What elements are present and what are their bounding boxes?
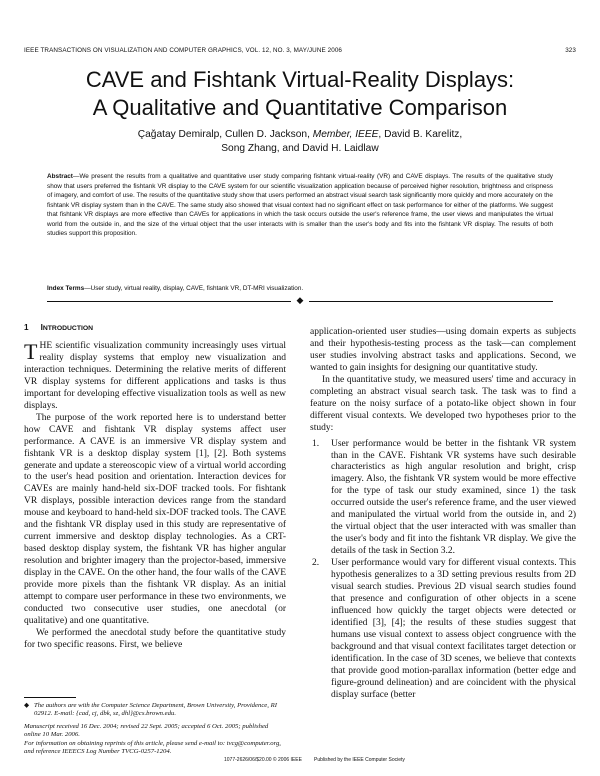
hypotheses-list <box>310 439 576 702</box>
index-terms-text: —User study, virtual reality, display, CAVE, fishtank VR, DT-MRI visualization. <box>84 285 304 292</box>
left-column <box>24 341 286 652</box>
col2-paragraph-1: application-oriented user studies—using domain experts as subjects and their hypothesis-testing process as the task—can complement user studies involving abstract tasks and applications. Second, we wanted to gain insights for designing our quantitative study. <box>310 327 576 373</box>
separator-rule-right <box>309 301 553 302</box>
title-line-2: A Qualitative and Quantitative Comparison <box>92 95 508 120</box>
index-terms <box>47 284 553 293</box>
intro-paragraph-2: The purpose of the work reported here is to understand better how CAVE and fishtank VR display systems affect user performance. A CAVE is an immersive VR display system and fishtank VR is a desktop display system [1], [2]. Both systems generate and update a stereoscopic view of a virtual world according to the user's head position and orientation. Interaction devices for CAVEs are mainly hand-held six-DOF tracked tools. For fishtank VR displays, possible interaction devices range from the standard mouse and keyboard to hand-held six-DOF tracked tools. The CAVE and the fishtank VR display used in this study are representative of current immersive and desktop display technologies. As a CRT-based desktop display system, the fishtank VR has higher angular resolution and brighter imagery than the projector-based, immersive display in the CAVE. On the other hand, the four walls of the CAVE provide more pixels than the fishtank VR display. As an initial attempt to compare user performance in these two environments, we conducted two consecutive user studies, one anecdotal (or qualitative) and one quantitative. <box>24 412 286 626</box>
abstract <box>47 172 553 239</box>
col2-paragraph-2: In the quantitative study, we measured users' time and accuracy in completing an abstract visual search task. The task was to find a feature on the noisy surface of a potato-like object shown in four different visual contexts. We developed two hypotheses prior to the study: <box>310 374 576 433</box>
title-line-1: CAVE and Fishtank Virtual-Reality Displays: <box>85 67 515 92</box>
footnote-reprints: For information on obtaining reprints of this article, please send e-mail to: tvcg@computer.org, and reference IEEECS Log Number TVCG-0257-1204. <box>24 739 281 756</box>
drop-cap: T <box>24 339 38 364</box>
running-header <box>24 47 576 59</box>
footnote-bullet-icon: ◆ <box>24 702 30 709</box>
abstract-label: Abstract <box>47 173 73 180</box>
page-number: 323 <box>565 47 576 54</box>
authors-part-b: , David B. Karelitz, <box>378 129 463 140</box>
author-line-1 <box>60 128 540 142</box>
intro-paragraph-1-text: scientific visualization community increasingly uses virtual reality display systems that employ new visualization and interaction techniques. Determining the relative merits of different VR display systems for different applications and tasks is thus important for developing effective visualization tools as well as new displays. <box>24 341 286 411</box>
section-separator <box>47 295 553 305</box>
hypothesis-number: 1. <box>312 438 320 449</box>
section-heading <box>24 323 93 332</box>
hypothesis-text: User performance would vary for different visual contexts. This hypothesis generalizes to a 3D setting previous results from 2D visual search studies. Previous 2D visual search studies found that presence and configuration of other objects in a scene influenced how quickly the target objects were detected or identified [3], [4]; the results of these studies suggest that humans use visual context to assess object congruence with the background and that visual context facilitates target detection or identification. In the case of 3D scenes, we believe that contexts that provide good motion-parallax information (better edge and figure-ground delineation) and are coincident with the physical display surface (better <box>331 558 576 700</box>
paper-title <box>20 66 580 122</box>
author-line-2: Song Zhang, and David H. Laidlaw <box>221 143 379 154</box>
hypothesis-item <box>310 439 576 559</box>
section-number: 1 <box>24 323 29 332</box>
copyright-code: 1077-2626/06/$20.00 © 2006 IEEE <box>224 757 302 763</box>
index-terms-label: Index Terms <box>47 285 85 292</box>
footnote-manuscript-dates: Manuscript received 16 Dec. 2004; revised 22 Sept. 2005; accepted 6 Oct. 2005; published online 10 Mar. 2006. <box>24 722 269 739</box>
separator-diamond-icon: ◆ <box>296 295 304 305</box>
abstract-text: —We present the results from a qualitative and quantitative user study comparing fishtank virtual-reality (VR) and CAVE displays. The results of the qualitative study show that users preferred the fishtank VR display to the CAVE system for our scientific visualization application because of perceived higher resolution, brightness and crispness of imagery, and comfort of use. The results of the quantitative study show that users performed an abstract visual search task significantly more quickly and more accurately on the fishtank VR display system than in the CAVE. The same study also showed that visual context had no significant effect on task performance for either of the platforms. We suggest that fishtank VR displays are more effective than CAVEs for applications in which the task occurs outside the user's reference frame, the user views and manipulates the virtual world from the outside in, and the size of the virtual object that the user interacts with is smaller than the user's body and fits into the fishtank VR display. The results of both studies support this proposition. <box>47 173 553 237</box>
author-list <box>60 128 540 156</box>
journal-name: IEEE TRANSACTIONS ON VISUALIZATION AND COMPUTER GRAPHICS, VOL. 12, NO. 3, MAY/JUNE 2006 <box>24 47 343 54</box>
right-column <box>310 327 576 702</box>
hypothesis-number: 2. <box>312 558 320 569</box>
footnote-rule <box>24 697 76 698</box>
footnote-affiliation-text: The authors are with the Computer Science Department, Brown University, Providence, RI 02912. E-mail: {cad, cj, dbk, sz, dhl}@cs.brown.edu. <box>34 702 277 718</box>
footnote-affiliation <box>24 702 286 719</box>
ieee-member-label: Member, IEEE <box>312 129 379 140</box>
separator-rule-left <box>47 301 291 302</box>
section-title-initial: I <box>40 323 43 332</box>
intro-paragraph-3: We performed the anecdotal study before the quantitative study for two specific reasons. First, we believe <box>24 627 286 650</box>
hypothesis-text: User performance would be better in the fishtank VR system than in the CAVE. Fishtank VR systems have such desirable characteristics as high angular resolution and bright, crisp imagery. Also, the fishtank VR system would be more effective for the type of task our study examined, since 1) the task occurred outside the user's reference frame, and the user viewed and manipulated the virtual world from the outside in, and 2) the virtual object that the user interacted with was smaller than the user's body and fit into the fishtank VR display. We give the details of the task in Section 3.2. <box>331 438 576 557</box>
hypothesis-item <box>310 558 576 701</box>
intro-paragraph-1 <box>24 341 286 413</box>
authors-part-a: Çağatay Demiralp, Cullen D. Jackson, <box>137 129 313 140</box>
section-title-rest: NTRODUCTION <box>42 325 94 332</box>
footnotes <box>24 702 286 756</box>
drop-cap-continuation: HE <box>39 341 53 351</box>
publisher-line: Published by the IEEE Computer Society <box>314 757 405 763</box>
